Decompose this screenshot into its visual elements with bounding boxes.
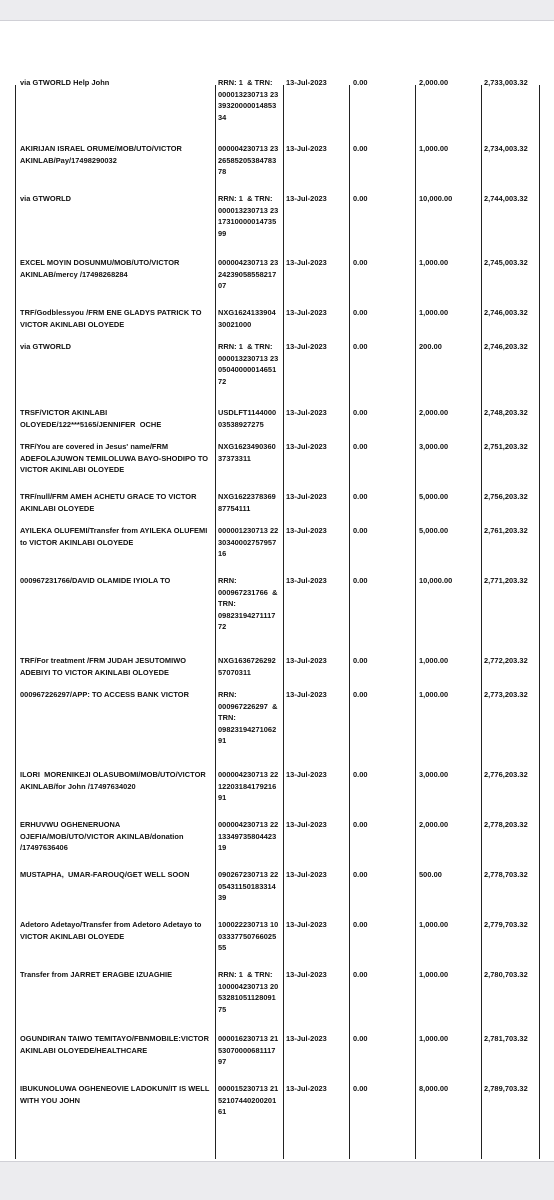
transaction-debit: 0.00 — [353, 258, 368, 267]
transaction-credit: 5,000.00 — [419, 526, 449, 535]
transaction-credit: 500.00 — [419, 870, 442, 879]
transaction-credit: 200.00 — [419, 342, 442, 351]
transaction-debit: 0.00 — [353, 576, 368, 585]
transaction-credit: 10,000.00 — [419, 194, 453, 203]
transaction-description: OGUNDIRAN TAIWO TEMITAYO/FBNMOBILE:VICTOR AKINLABI OLOYEDE/HEALTHCARE — [20, 1034, 209, 1055]
transaction-reference: 000016230713 21 53070000681117 97 — [218, 1034, 279, 1066]
transaction-balance: 2,751,203.32 — [484, 442, 528, 451]
transaction-date: 13-Jul-2023 — [286, 78, 327, 87]
table-border-left — [15, 85, 16, 1159]
transaction-balance: 2,746,003.32 — [484, 308, 528, 317]
transaction-balance: 2,748,203.32 — [484, 408, 528, 417]
transaction-credit: 2,000.00 — [419, 820, 449, 829]
transaction-date: 13-Jul-2023 — [286, 870, 327, 879]
transaction-description: 000967226297/APP: TO ACCESS BANK VICTOR — [20, 690, 189, 699]
transaction-balance: 2,756,203.32 — [484, 492, 528, 501]
transaction-credit: 1,000.00 — [419, 690, 449, 699]
transaction-debit: 0.00 — [353, 492, 368, 501]
transaction-debit: 0.00 — [353, 656, 368, 665]
transaction-debit: 0.00 — [353, 78, 368, 87]
transaction-date: 13-Jul-2023 — [286, 144, 327, 153]
transaction-balance: 2,789,703.32 — [484, 1084, 528, 1093]
transaction-credit: 10,000.00 — [419, 576, 453, 585]
transaction-debit: 0.00 — [353, 194, 368, 203]
transaction-description: Transfer from JARRET ERAGBE IZUAGHIE — [20, 970, 173, 979]
transaction-date: 13-Jul-2023 — [286, 342, 327, 351]
transaction-date: 13-Jul-2023 — [286, 820, 327, 829]
transaction-reference: 100022230713 10 03337750766025 55 — [218, 920, 279, 952]
transaction-credit: 1,000.00 — [419, 258, 449, 267]
transaction-date: 13-Jul-2023 — [286, 970, 327, 979]
transaction-balance: 2,734,003.32 — [484, 144, 528, 153]
transaction-description: AYILEKA OLUFEMI/Transfer from AYILEKA OLUFEMI to VICTOR AKINLABI OLOYEDE — [20, 526, 208, 547]
transaction-reference: 000001230713 22 30340002757957 16 — [218, 526, 279, 558]
transaction-credit: 3,000.00 — [419, 442, 449, 451]
transaction-credit: 3,000.00 — [419, 770, 449, 779]
transaction-date: 13-Jul-2023 — [286, 1034, 327, 1043]
transaction-reference: 000004230713 23 24239058558217 07 — [218, 258, 279, 290]
transaction-reference: NXG1622378369 87754111 — [218, 492, 276, 513]
transaction-credit: 1,000.00 — [419, 656, 449, 665]
transaction-description: TRSF/VICTOR AKINLABI OLOYEDE/122***5165/JENNIFER OCHE — [20, 408, 162, 429]
transaction-reference: 090267230713 22 05431150183314 39 — [218, 870, 279, 902]
transaction-description: ERHUVWU OGHENERUONA OJEFIA/MOB/UTO/VICTOR AKINLAB/donation /17497636406 — [20, 820, 184, 852]
transaction-credit: 5,000.00 — [419, 492, 449, 501]
transaction-date: 13-Jul-2023 — [286, 308, 327, 317]
transaction-description: IBUKUNOLUWA OGHENEOVIE LADOKUN/IT IS WELL WITH YOU JOHN — [20, 1084, 210, 1105]
transaction-debit: 0.00 — [353, 820, 368, 829]
transaction-balance: 2,745,003.32 — [484, 258, 528, 267]
transaction-balance: 2,781,703.32 — [484, 1034, 528, 1043]
transaction-reference: 000015230713 21 52107440200201 61 — [218, 1084, 279, 1116]
transaction-debit: 0.00 — [353, 690, 368, 699]
transaction-debit: 0.00 — [353, 1034, 368, 1043]
transaction-credit: 8,000.00 — [419, 1084, 449, 1093]
transaction-reference: RRN: 1 & TRN: 000013230713 23 17310000014735 99 — [218, 194, 279, 238]
transaction-balance: 2,773,203.32 — [484, 690, 528, 699]
transaction-reference: NXG1636726292 57070311 — [218, 656, 276, 677]
transaction-debit: 0.00 — [353, 342, 368, 351]
transaction-debit: 0.00 — [353, 144, 368, 153]
transaction-debit: 0.00 — [353, 526, 368, 535]
transaction-debit: 0.00 — [353, 920, 368, 929]
transaction-date: 13-Jul-2023 — [286, 1084, 327, 1093]
transaction-description: TRF/null/FRM AMEH ACHETU GRACE TO VICTOR AKINLABI OLOYEDE — [20, 492, 197, 513]
transaction-reference: RRN: 1 & TRN: 100004230713 20 53281051128091 75 — [218, 970, 279, 1014]
transaction-balance: 2,771,203.32 — [484, 576, 528, 585]
transaction-debit: 0.00 — [353, 442, 368, 451]
transaction-balance: 2,744,003.32 — [484, 194, 528, 203]
transaction-date: 13-Jul-2023 — [286, 492, 327, 501]
transaction-date: 13-Jul-2023 — [286, 442, 327, 451]
transaction-debit: 0.00 — [353, 308, 368, 317]
transaction-description: TRF/Godblessyou /FRM ENE GLADYS PATRICK TO VICTOR AKINLABI OLOYEDE — [20, 308, 202, 329]
transaction-reference: RRN: 1 & TRN: 000013230713 23 05040000014651 72 — [218, 342, 279, 386]
transaction-description: TRF/You are covered in Jesus' name/FRM ADEFOLAJUWON TEMILOLUWA BAYO-SHODIPO TO VICTOR AKINLABI OLOYEDE — [20, 442, 209, 474]
transaction-balance: 2,733,003.32 — [484, 78, 528, 87]
column-divider — [215, 85, 216, 1159]
transaction-reference: 000004230713 23 26585205384783 78 — [218, 144, 279, 176]
column-divider — [283, 85, 284, 1159]
transaction-date: 13-Jul-2023 — [286, 576, 327, 585]
transaction-reference: 000004230713 22 12203184179216 91 — [218, 770, 279, 802]
transaction-debit: 0.00 — [353, 970, 368, 979]
transaction-description: ILORI MORENIKEJI OLASUBOMI/MOB/UTO/VICTOR AKINLAB/for John /17497634020 — [20, 770, 206, 791]
transaction-credit: 2,000.00 — [419, 78, 449, 87]
transaction-date: 13-Jul-2023 — [286, 408, 327, 417]
transaction-balance: 2,761,203.32 — [484, 526, 528, 535]
transaction-description: EXCEL MOYIN DOSUNMU/MOB/UTO/VICTOR AKINLAB/mercy /17498268284 — [20, 258, 180, 279]
transaction-reference: USDLFT1144000 03538927275 — [218, 408, 277, 429]
transaction-reference: RRN: 000967231766 & TRN: 09823194271117 72 — [218, 576, 278, 631]
transaction-credit: 1,000.00 — [419, 308, 449, 317]
transaction-description: via GTWORLD — [20, 342, 72, 351]
transaction-date: 13-Jul-2023 — [286, 770, 327, 779]
transaction-balance: 2,778,703.32 — [484, 870, 528, 879]
transaction-debit: 0.00 — [353, 1084, 368, 1093]
transaction-date: 13-Jul-2023 — [286, 690, 327, 699]
transaction-reference: RRN: 000967226297 & TRN: 09823194271062 91 — [218, 690, 278, 745]
table-border-right — [539, 85, 540, 1159]
transaction-credit: 1,000.00 — [419, 970, 449, 979]
transaction-credit: 1,000.00 — [419, 144, 449, 153]
column-divider — [415, 85, 416, 1159]
transaction-date: 13-Jul-2023 — [286, 194, 327, 203]
transaction-date: 13-Jul-2023 — [286, 258, 327, 267]
transaction-balance: 2,772,203.32 — [484, 656, 528, 665]
transaction-reference: RRN: 1 & TRN: 000013230713 23 39320000014853 34 — [218, 78, 279, 122]
transaction-debit: 0.00 — [353, 770, 368, 779]
transaction-credit: 2,000.00 — [419, 408, 449, 417]
transaction-reference: NXG1624133904 30021000 — [218, 308, 276, 329]
transaction-description: MUSTAPHA, UMAR-FAROUQ/GET WELL SOON — [20, 870, 190, 879]
transaction-balance: 2,746,203.32 — [484, 342, 528, 351]
transaction-balance: 2,776,203.32 — [484, 770, 528, 779]
transaction-description: via GTWORLD — [20, 194, 72, 203]
transaction-balance: 2,778,203.32 — [484, 820, 528, 829]
transaction-credit: 1,000.00 — [419, 1034, 449, 1043]
transaction-description: via GTWORLD Help John — [20, 78, 110, 87]
transaction-date: 13-Jul-2023 — [286, 920, 327, 929]
transaction-balance: 2,780,703.32 — [484, 970, 528, 979]
transaction-description: TRF/For treatment /FRM JUDAH JESUTOMIWO ADEBIYI TO VICTOR AKINLABI OLOYEDE — [20, 656, 187, 677]
transaction-date: 13-Jul-2023 — [286, 656, 327, 665]
column-divider — [349, 85, 350, 1159]
transaction-reference: NXG1623490360 37373311 — [218, 442, 276, 463]
transaction-credit: 1,000.00 — [419, 920, 449, 929]
transaction-balance: 2,779,703.32 — [484, 920, 528, 929]
transaction-debit: 0.00 — [353, 408, 368, 417]
transaction-description: 000967231766/DAVID OLAMIDE IYIOLA TO — [20, 576, 171, 585]
column-divider — [481, 85, 482, 1159]
statement-page — [0, 20, 554, 1162]
transaction-date: 13-Jul-2023 — [286, 526, 327, 535]
transaction-description: Adetoro Adetayo/Transfer from Adetoro Adetayo to VICTOR AKINLABI OLOYEDE — [20, 920, 202, 941]
transaction-debit: 0.00 — [353, 870, 368, 879]
transaction-description: AKIRIJAN ISRAEL ORUME/MOB/UTO/VICTOR AKINLAB/Pay/17498290032 — [20, 144, 182, 165]
transaction-reference: 000004230713 22 13349735804423 19 — [218, 820, 279, 852]
